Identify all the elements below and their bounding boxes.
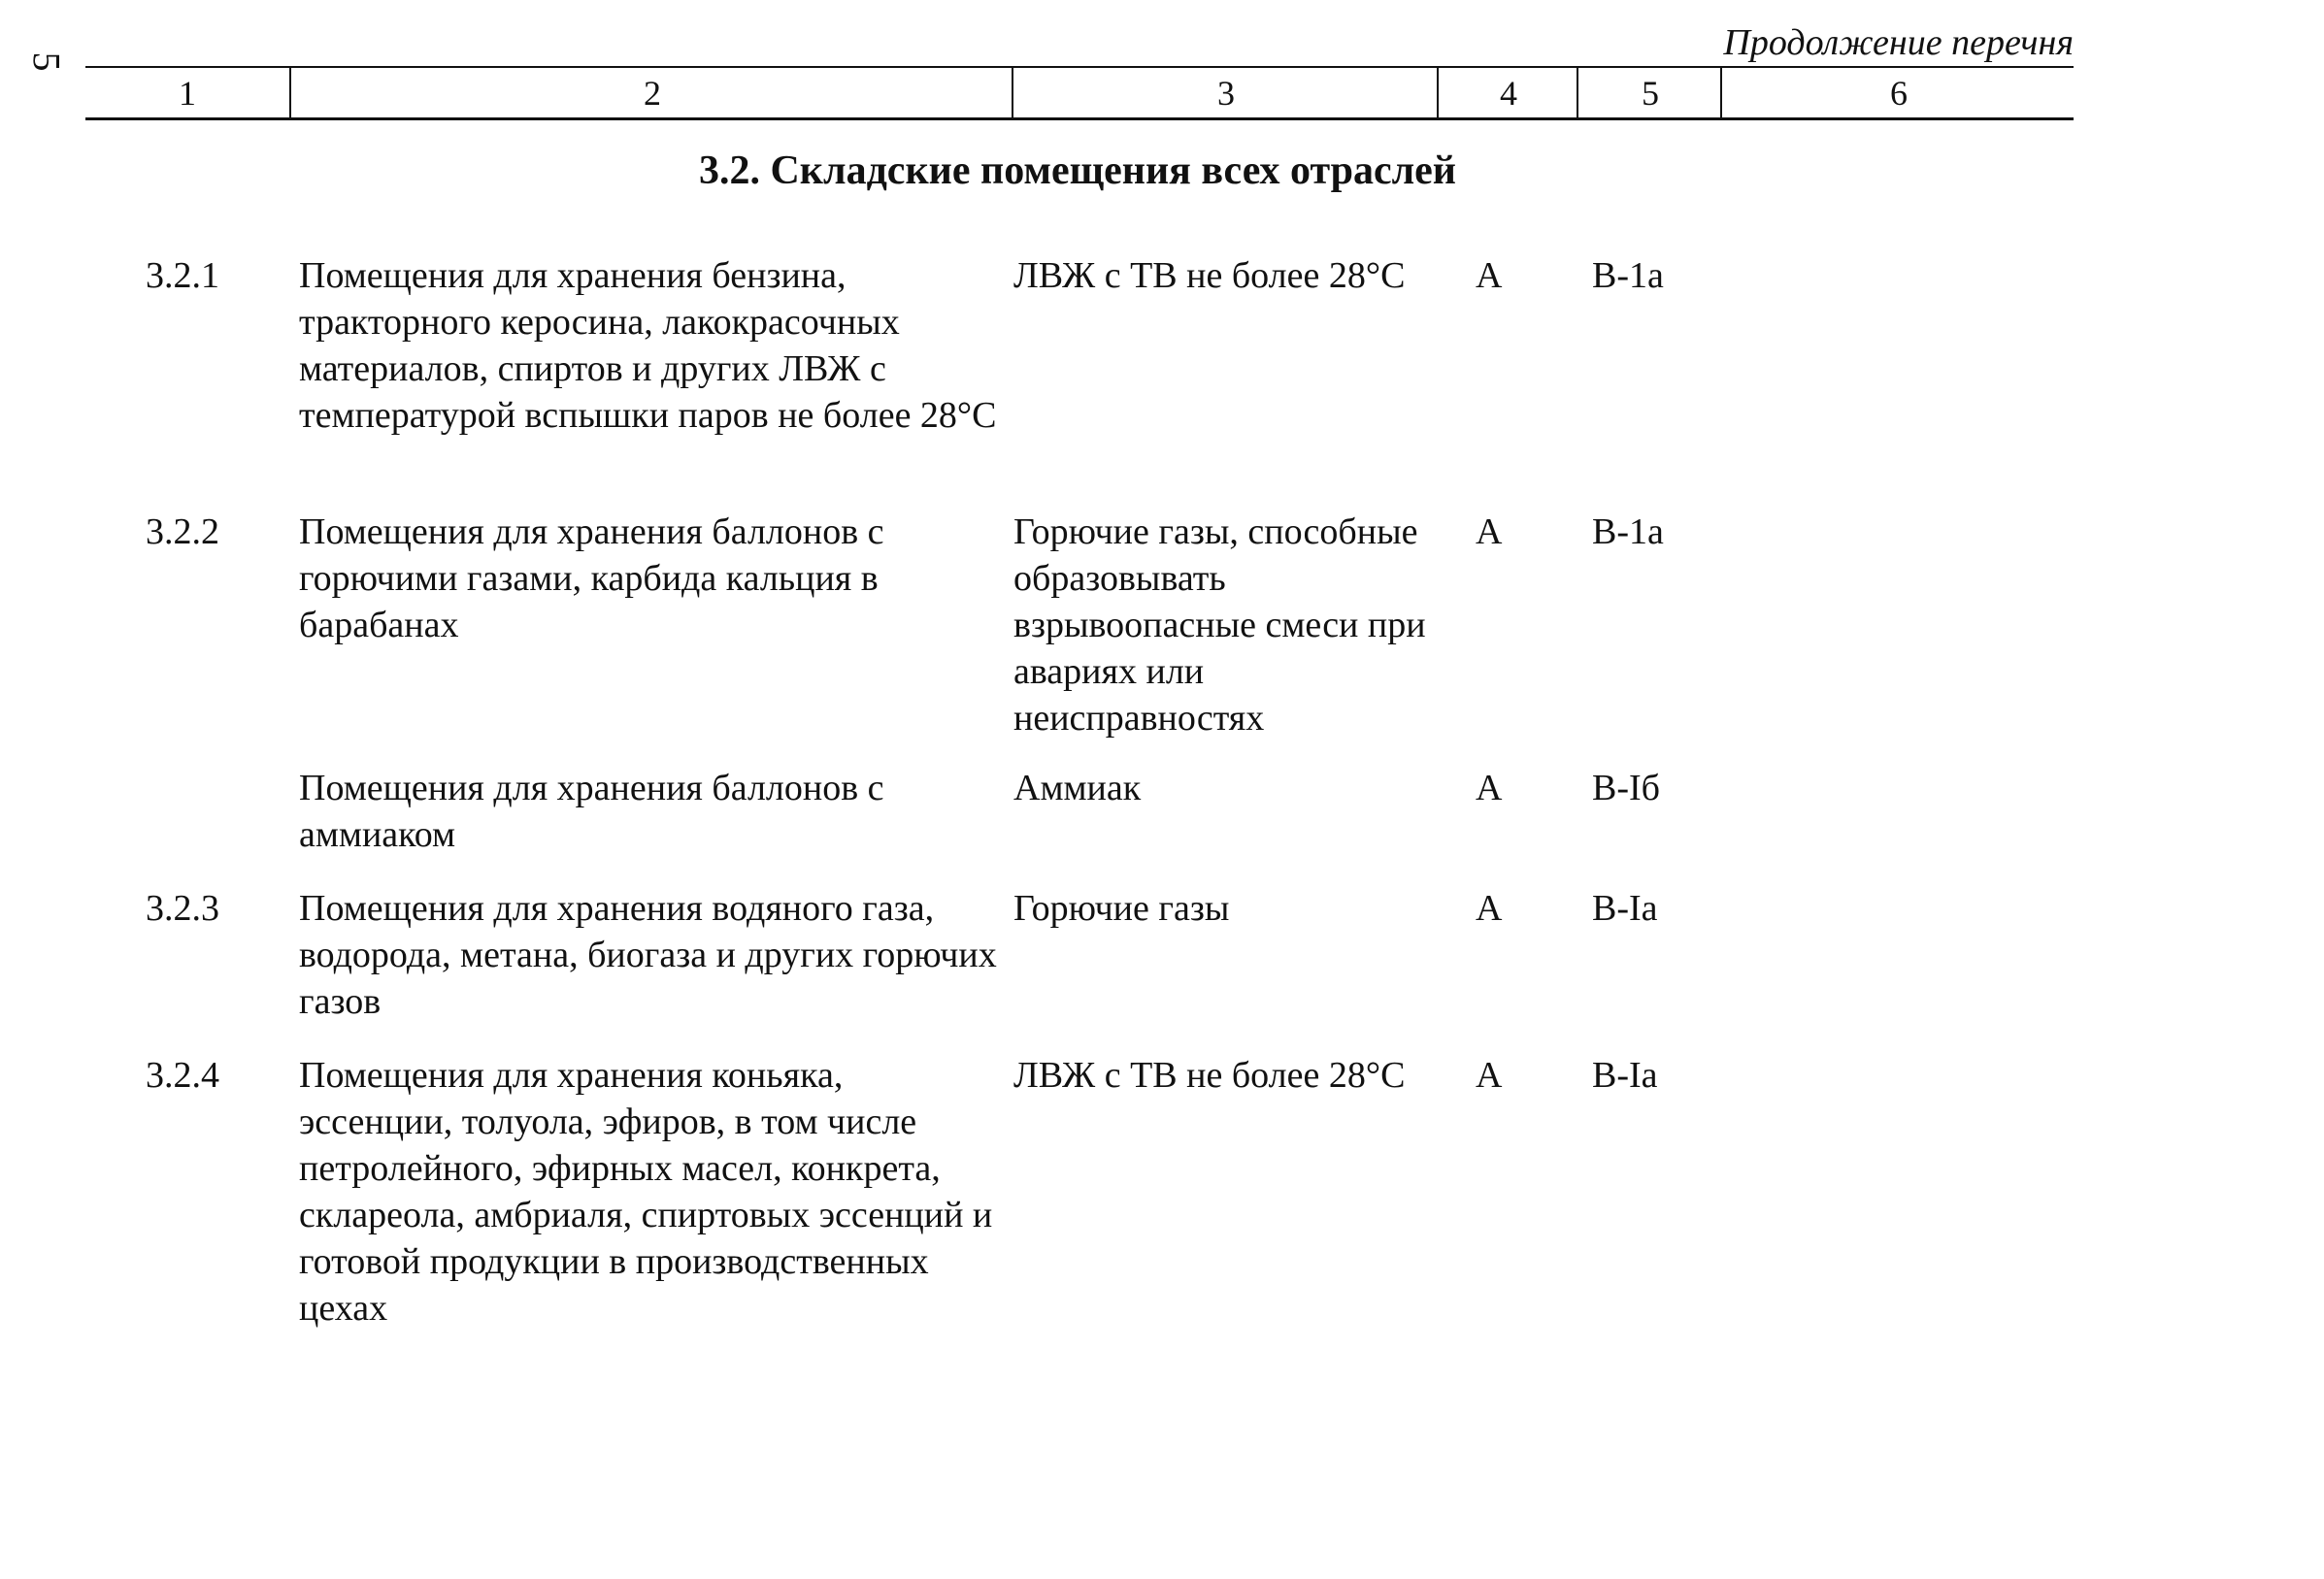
column-header-2: 2: [289, 68, 1013, 117]
row-category: А: [1476, 255, 1503, 296]
column-header-4: 4: [1437, 68, 1578, 117]
section-title: 3.2. Складские помещения всех отраслей: [698, 148, 1457, 193]
row-substance: Горючие газы, способные образовывать взрывоопасные смеси при авариях или неисправностях: [1013, 511, 1426, 739]
row-category: А: [1476, 888, 1503, 929]
row-zone-class: В-Iа: [1592, 1055, 1658, 1096]
row-category: А: [1476, 1055, 1503, 1096]
row-substance: ЛВЖ с ТВ не более 28°С: [1013, 255, 1406, 296]
row-category: А: [1476, 511, 1503, 552]
row-zone-class: В-Iа: [1592, 888, 1658, 929]
row-number: 3.2.1: [146, 255, 219, 296]
row-description: Помещения для хранения коньяка, эссенции, толуола, эфиров, в том числе петролейного, эфирных масел, конкрета, склареола, амбриаля, спиртовых эссенций и готовой продукции в производственных цехах: [299, 1055, 993, 1329]
row-description: Помещения для хранения баллонов с аммиаком: [299, 768, 884, 855]
column-header-5: 5: [1577, 68, 1722, 117]
column-header-3: 3: [1012, 68, 1439, 117]
row-substance: Горючие газы: [1013, 888, 1230, 929]
row-zone-class: В-1а: [1592, 255, 1664, 296]
row-number: 3.2.4: [146, 1055, 219, 1096]
row-substance: ЛВЖ с ТВ не более 28°С: [1013, 1055, 1406, 1096]
row-zone-class: В-Iб: [1592, 768, 1660, 808]
row-category: А: [1476, 768, 1503, 808]
header-bottom-rule: [85, 117, 2074, 120]
row-substance: Аммиак: [1013, 768, 1142, 808]
column-header-1: 1: [179, 73, 196, 113]
continuation-label: Продолжение перечня: [1723, 22, 2074, 63]
page-number: 5: [24, 51, 69, 72]
row-description: Помещения для хранения бензина, тракторного керосина, лакокрасочных материалов, спиртов и других ЛВЖ с температурой вспышки паров не более 28°С: [299, 255, 997, 436]
row-description: Помещения для хранения баллонов с горючими газами, карбида кальция в барабанах: [299, 511, 884, 645]
row-description: Помещения для хранения водяного газа, водорода, метана, биогаза и других горючих газов: [299, 888, 997, 1022]
column-header-6: 6: [1720, 68, 2075, 117]
row-number: 3.2.2: [146, 511, 219, 552]
row-zone-class: В-1а: [1592, 511, 1664, 552]
row-number: 3.2.3: [146, 888, 219, 929]
